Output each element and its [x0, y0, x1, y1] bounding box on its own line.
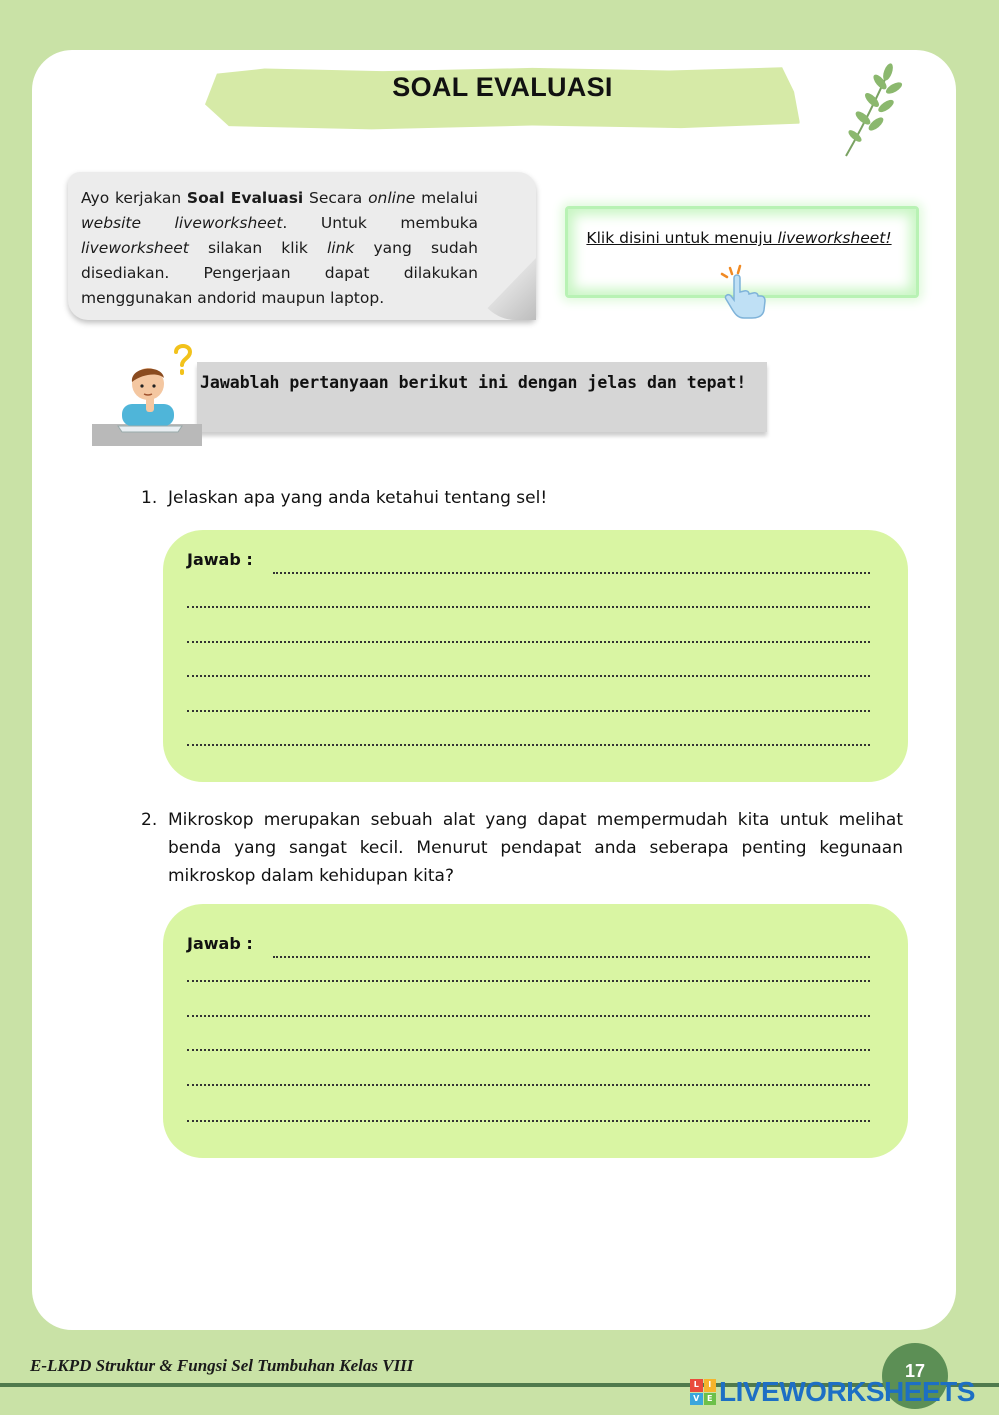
thinking-student-icon [112, 342, 202, 434]
answer-line[interactable] [187, 606, 870, 608]
page-number: 17 [904, 1361, 926, 1381]
liveworksheets-logo-icon: L I V E [690, 1379, 716, 1405]
liveworksheets-logo[interactable] [690, 1374, 975, 1410]
answer-label: Jawab : [187, 550, 253, 569]
question-text: Jelaskan apa yang anda ketahui tentang sel! [168, 488, 548, 508]
question-text: Mikroskop merupakan sebuah alat yang dapat mempermudah kita untuk melihat benda yang sangat kecil. Menurut pendapat anda seberapa penting kegunaan mikroskop dalam kehidupan kita? [168, 810, 903, 886]
question-2 [141, 806, 906, 892]
footer-title: E-LKPD Struktur & Fungsi Sel Tumbuhan Kelas VIII [30, 1356, 414, 1375]
question-number: 2. [141, 810, 158, 830]
answer-box-2[interactable] [163, 904, 908, 1158]
instruction-text: Jawablah pertanyaan berikut ini dengan jelas dan tepat! [200, 373, 747, 392]
answer-line[interactable] [187, 641, 870, 643]
answer-line[interactable] [187, 710, 870, 712]
instruction-section [92, 342, 772, 452]
answer-label: Jawab : [187, 934, 253, 953]
answer-line[interactable] [187, 1120, 870, 1122]
answer-box-1[interactable] [163, 530, 908, 782]
pointing-hand-icon [716, 262, 768, 320]
answer-line[interactable] [187, 1049, 870, 1051]
answer-line[interactable] [187, 744, 870, 746]
page-title: SOAL EVALUASI [392, 72, 613, 102]
intro-text: Ayo kerjakan Soal Evaluasi Secara online melalui website liveworksheet. Untuk membuka liveworksheet silakan klik link yang sudah disediakan. Pengerjaan dapat dilakukan menggunakan andorid maupun laptop. [81, 189, 479, 307]
question-number: 1. [141, 488, 158, 508]
answer-line[interactable] [273, 956, 870, 958]
liveworksheet-link[interactable]: Klik disini untuk menuju liveworksheet! [586, 229, 892, 247]
answer-line[interactable] [273, 572, 870, 574]
answer-line[interactable] [187, 1015, 870, 1017]
answer-line[interactable] [187, 1084, 870, 1086]
question-1 [141, 484, 906, 514]
leaf-branch-icon [836, 60, 906, 160]
liveworksheets-brand-text: LIVEWORKSHEETS [719, 1376, 975, 1407]
answer-line[interactable] [187, 675, 870, 677]
answer-line[interactable] [187, 980, 870, 982]
